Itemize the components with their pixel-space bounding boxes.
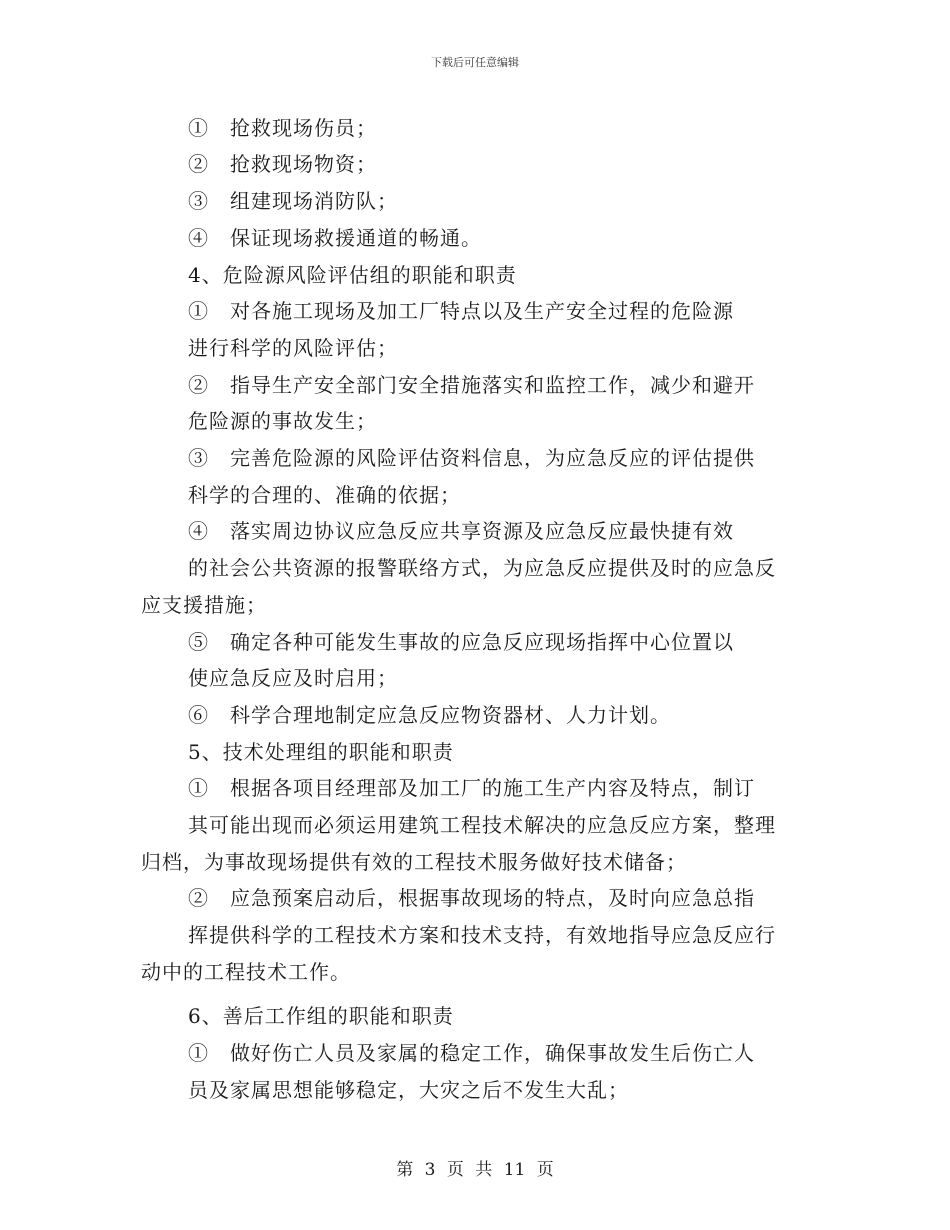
section-heading: 4、危险源风险评估组的职能和职责 [188, 263, 517, 287]
body-text-line: 员及家属思想能够稳定，大灾之后不发生大乱； [188, 1078, 629, 1102]
body-text-line: 挥提供科学的工程技术方案和技术支持，有效地指导应急反应行 [188, 923, 776, 947]
page-header: 下载后可任意编辑 [431, 56, 519, 69]
body-text-line: 其可能出现而必须运用建筑工程技术解决的应急反应方案，整理 [188, 813, 776, 837]
body-text-line: 使应急反应及时启用； [188, 666, 398, 690]
body-text-line: ③ 组建现场消防队； [188, 189, 398, 213]
body-text-line: ② 指导生产安全部门安全措施落实和监控工作，减少和避开 [188, 373, 755, 397]
body-text-line: ③ 完善危险源的风险评估资料信息，为应急反应的评估提供 [188, 446, 755, 470]
body-text-line: 动中的工程技术工作。 [141, 960, 351, 984]
body-text-line: ② 抢救现场物资； [188, 152, 377, 176]
body-text-line: 科学的合理的、准确的依据； [188, 483, 461, 507]
page-footer: 第 3 页 共 11 页 [396, 1160, 554, 1180]
body-text-line: 危险源的事故发生； [188, 409, 377, 433]
body-text-line: 应支援措施； [141, 593, 267, 617]
body-text-line: ⑤ 确定各种可能发生事故的应急反应现场指挥中心位置以 [188, 630, 734, 654]
body-text-line: ④ 保证现场救援通道的畅通。 [188, 226, 482, 250]
body-text-line: ② 应急预案启动后，根据事故现场的特点，及时向应急总指 [188, 886, 755, 910]
body-text-line: ④ 落实周边协议应急反应共享资源及应急反应最快捷有效 [188, 519, 734, 543]
body-text-line: 进行科学的风险评估； [188, 336, 398, 360]
body-text-line: 的社会公共资源的报警联络方式，为应急反应提供及时的应急反 [188, 556, 776, 580]
body-text-line: ① 根据各项目经理部及加工厂的施工生产内容及特点，制订 [188, 776, 755, 800]
body-text-line: ① 做好伤亡人员及家属的稳定工作，确保事故发生后伤亡人 [188, 1041, 755, 1065]
body-text-line: ① 抢救现场伤员； [188, 116, 377, 140]
body-text-line: ① 对各施工现场及加工厂特点以及生产安全过程的危险源 [188, 299, 734, 323]
body-text-line: ⑥ 科学合理地制定应急反应物资器材、人力计划。 [188, 703, 671, 727]
section-heading: 6、善后工作组的职能和职责 [188, 1004, 454, 1028]
section-heading: 5、技术处理组的职能和职责 [188, 740, 454, 764]
body-text-line: 归档，为事故现场提供有效的工程技术服务做好技术储备； [141, 850, 687, 874]
